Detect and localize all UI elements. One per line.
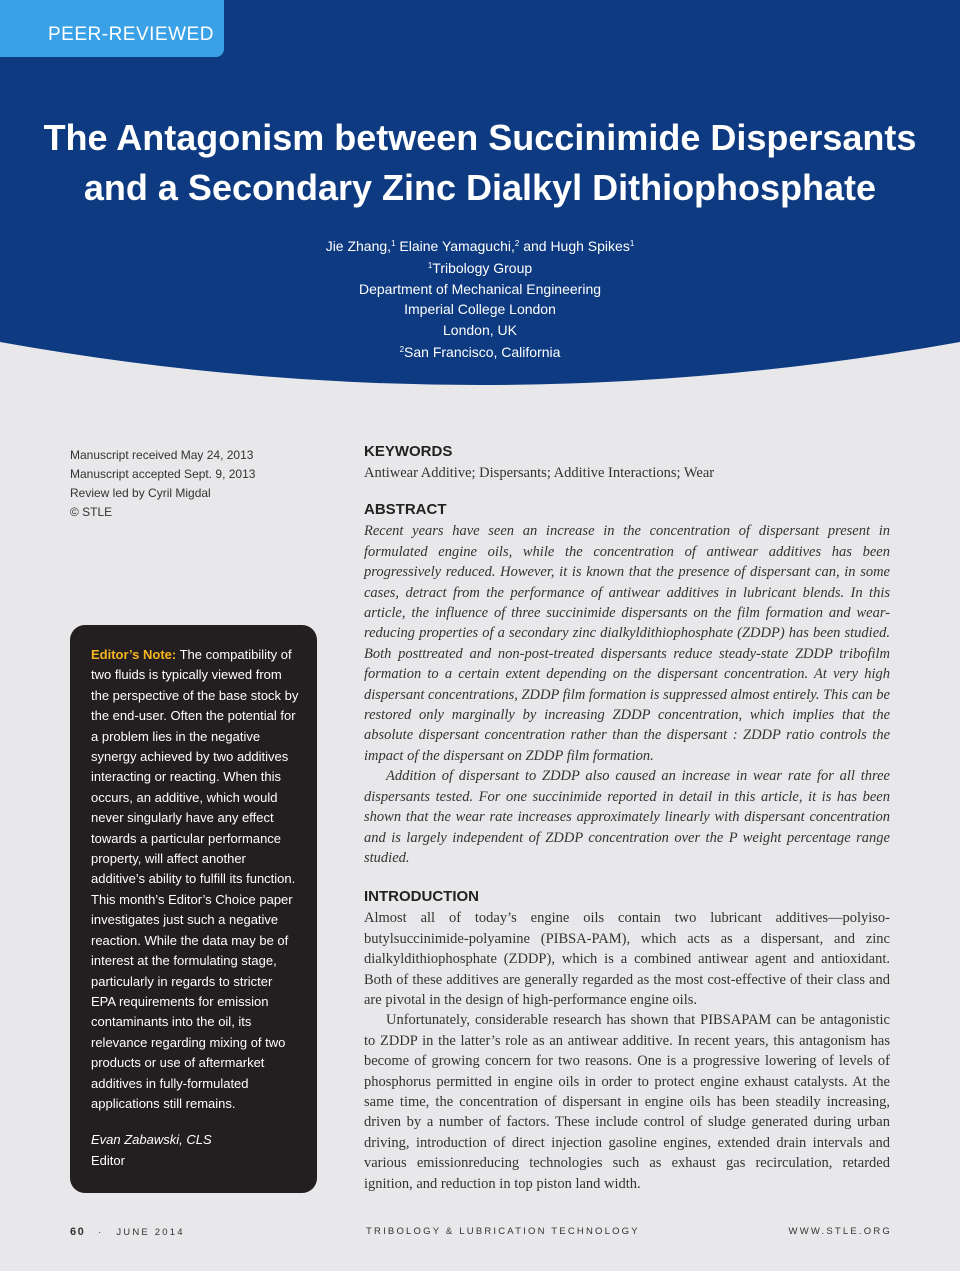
footer-dot: ·	[98, 1227, 104, 1238]
introduction-heading: INTRODUCTION	[364, 888, 479, 906]
website-url: WWW.STLE.ORG	[788, 1226, 892, 1237]
issue-date: JUNE 2014	[116, 1227, 185, 1238]
affil-dept: Department of Mechanical Engineering	[358, 280, 602, 297]
title-line-1: The Antagonism between Succinimide Dispersants	[43, 117, 917, 158]
abstract-heading: ABSTRACT	[364, 501, 447, 519]
keywords-heading: KEYWORDS	[364, 443, 453, 460]
manuscript-received: Manuscript received May 24, 2013	[70, 448, 254, 462]
author-2-sup: 2	[514, 239, 520, 248]
abstract-paragraph-1: Recent years have seen an increase in the concentration of dispersant present in formulated engine oils, while the concentration of antiwear additives has been progressively reduced. However, it is known that the presence of dispersant can, in some cases, detract from the performance of antiwear additives in lubricant blends. In this article, the influence of three succinimide dispersants on the film formation and wear-reducing properties of a secondary zinc dialkyldithiophosphate (ZDDP) has been studied. Both posttreated and non-post-treated dispersants reduce steady-state ZDDP tribofilm formation to a certain extent depending on the dispersant concentration. At very high dispersant concentrations, ZDDP film formation is suppressed almost entirely. This can be restored only marginally by increasing ZDDP concentration, which implies that the absolute dispersant concentration rather than the dispersant : ZDDP ratio controls the impact of the dispersant on ZDDP film formation.	[364, 523, 890, 764]
affil-sf-sup: 2	[399, 345, 405, 355]
affil-sf-text: San Francisco, California	[404, 344, 561, 361]
title-line-2: and a Secondary Zinc Dialkyl Dithiophosphate	[83, 167, 877, 208]
affil-group-sup: 1	[427, 261, 433, 271]
journal-name: TRIBOLOGY & LUBRICATION TECHNOLOGY	[366, 1226, 640, 1237]
footer-left	[70, 1226, 185, 1240]
affil-group-text: Tribology Group	[432, 260, 533, 277]
manuscript-copyright: © STLE	[70, 505, 113, 519]
author-3: and Hugh Spikes	[519, 238, 630, 254]
editor-note-box	[70, 625, 317, 1193]
author-1: Jie Zhang,	[325, 238, 392, 254]
page-number: 60	[70, 1226, 86, 1238]
introduction-paragraph-2: Unfortunately, considerable research has shown that PIBSAPAM can be antagonistic to ZDDP in the latter’s role as an antiwear additive. In recent years, this antagonism has become of growing concern for two reasons. One is a progressive lowering of levels of phosphorus permitted in engine oils in order to protect engine exhaust catalysts. At the same time, the concentration of dispersant in engine oils has been steadily increasing, driven by a number of factors. These include control of sludge generated during urban driving, introduction of direct injection gasoline engines, extended drain intervals and various emissionreducing technologies such as exhaust gas recirculation, retarded ignition, and reduction in top piston land width.	[364, 1012, 890, 1192]
manuscript-accepted: Manuscript accepted Sept. 9, 2013	[70, 467, 256, 481]
editor-note-body: The compatibility of two fluids is typically viewed from the perspective of the base stock by the end-user. Often the potential for a problem lies in the negative synergy achieved by two additives interacting or reacting. When this occurs, an additive, which would never singularly have any effect towards a particular performance property, will affect another additive’s ability to fulfill its function. This month’s Editor’s Choice paper investigates just such a negative reaction. While the data may be of interest at the formulating stage, particularly in regards to stricter EPA requirements for emission contaminants into the oil, its relevance regarding mixing of two products or use of aftermarket additives in fully-formulated applications still remains.	[91, 647, 299, 1111]
keywords-text: Antiwear Additive; Dispersants; Additive Interactions; Wear	[364, 465, 715, 481]
article-title	[0, 113, 960, 213]
manuscript-review: Review led by Cyril Migdal	[70, 486, 211, 500]
author-3-sup: 1	[629, 239, 635, 248]
main-column	[364, 441, 890, 1194]
editor-signature	[91, 1130, 299, 1171]
editor-note-text	[91, 645, 299, 1114]
editor-name: Evan Zabawski, CLS	[91, 1132, 212, 1148]
editor-note-label: Editor’s Note:	[91, 647, 177, 662]
author-affiliations	[0, 234, 960, 362]
affil-city: London, UK	[443, 321, 517, 338]
authors-line	[0, 234, 960, 256]
affil-college: Imperial College London	[404, 301, 556, 318]
peer-reviewed-tag: PEER-REVIEWED	[0, 0, 224, 57]
manuscript-info	[70, 446, 310, 522]
affil-sf	[0, 340, 960, 362]
author-2: Elaine Yamaguchi,	[395, 238, 515, 254]
author-1-sup: 1	[391, 239, 396, 248]
affil-group	[0, 256, 960, 278]
abstract-paragraph-2: Addition of dispersant to ZDDP also caused an increase in wear rate for all three dispersants tested. For one succinimide reported in detail in this article, it is has been shown that the wear rate increases approximately linearly with dispersant concentration and is largely independent of ZDDP concentration over the P weight percentage range studied.	[364, 768, 890, 866]
editor-role: Editor	[91, 1152, 125, 1168]
introduction-paragraph-1: Almost all of today’s engine oils contain two lubricant additives—polyiso-butylsuccinimide-polyamine (PIBSA-PAM), which acts as a dispersant, and zinc dialkyldithiophosphate (ZDDP), which is a combined antiwear agent and antioxidant. Both of these additives are generally regarded as the most cost-effective of their class and are pivotal in the design of high-performance engine oils.	[364, 910, 890, 1008]
